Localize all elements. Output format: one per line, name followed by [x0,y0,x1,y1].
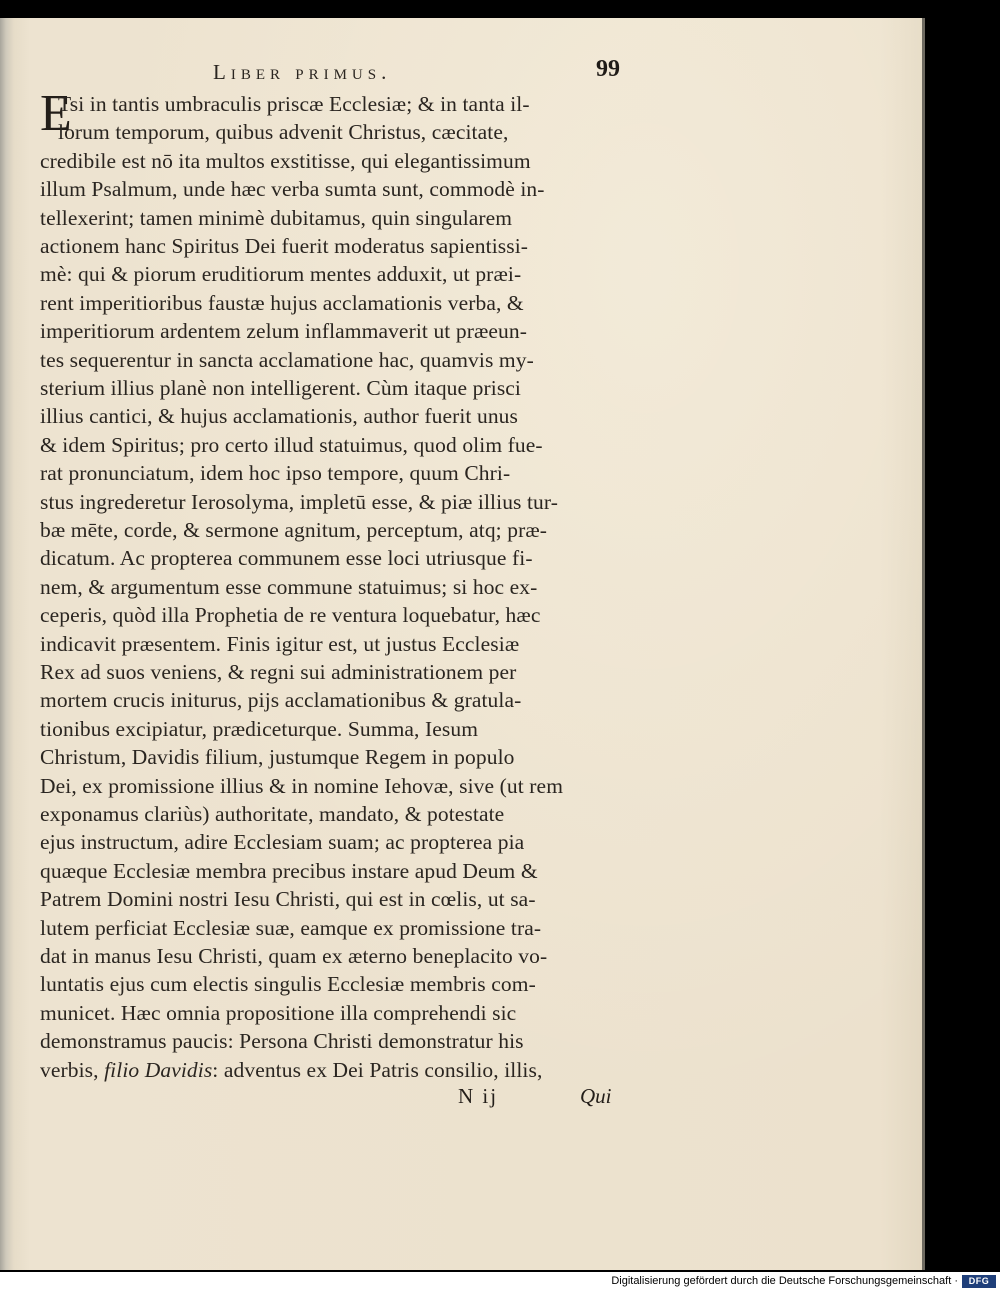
text-line: actionem hanc Spiritus Dei fuerit moderatus sapientissi- [40,234,529,258]
text-line: dat in manus Iesu Christi, quam ex æterno beneplacito vo- [40,944,548,968]
text-line: verbis, filio Davidis: adventus ex Dei Patris consilio, illis, [40,1057,543,1082]
text-line: nem, & argumentum esse commune statuimus; si hoc ex- [40,574,538,599]
text-line: & idem Spiritus; pro certo illud statuimus, quod olim fue- [40,432,543,457]
credit-bar [0,1272,1000,1291]
text-line: Rex ad suos veniens, & regni sui administrationem per [40,660,517,684]
text-line: credibile est nō ita multos exstitisse, qui elegantissimum [40,148,531,173]
text-line: demonstramus paucis: Persona Christi demonstratur his [40,1029,524,1054]
text-line: tellexerint; tamen minimè dubitamus, quin singularem [40,205,513,230]
text-line: Patrem Domini nostri Iesu Christi, qui est in cœlis, ut sa- [40,887,536,912]
text-line: dicatum. Ac propterea communem esse loci utriusque fi- [40,546,533,571]
text-line: Tsi in tantis umbraculis priscæ Ecclesiæ; & in tanta il- [58,92,530,116]
page-header [0,56,922,90]
running-title: Liber primus. [213,60,392,84]
text-line: Christum, Davidis filium, justumque Regem in populo [40,745,515,770]
text-line: indicavit præsentem. Finis igitur est, ut justus Ecclesiæ [40,631,520,656]
credit-text: Digitalisierung gefördert durch die Deutsche Forschungsgemeinschaft · [611,1275,958,1287]
text-line: ejus instructum, adire Ecclesiam suam; ac propterea pia [40,830,525,855]
text-line: mortem crucis initurus, pijs acclamationibus & gratula- [40,688,522,713]
text-line: luntatis ejus cum electis singulis Ecclesiæ membris com- [40,972,536,997]
text-line: rat pronunciatum, idem hoc ipso tempore, quum Chri- [40,461,511,486]
text-line: ceperis, quòd illa Prophetia de re ventura loquebatur, hæc [40,603,541,628]
drop-cap-initial: E [40,85,72,142]
text-line: mè: qui & piorum eruditiorum mentes adduxit, ut præi- [40,262,522,287]
dfg-logo-icon: DFG [962,1275,996,1288]
text-line: illum Psalmum, unde hæc verba sumta sunt, commodè in- [40,177,545,202]
text-line: lutem perficiat Ecclesiæ suæ, eamque ex promissione tra- [40,915,542,940]
text-line: stus ingrederetur Ierosolyma, impletū esse, & piæ illius tur- [40,489,558,514]
text-line: municet. Hæc omnia propositione illa comprehendi sic [40,1000,517,1025]
text-line: imperitiorum ardentem zelum inflammaverit ut præeun- [40,319,528,344]
page-edge [922,18,925,1270]
text-line: quæque Ecclesiæ membra precibus instare apud Deum & [40,858,538,883]
text-line: exponamus clariùs) authoritate, mandato, & potestate [40,802,505,826]
text-line: tionibus excipiatur, prædiceturque. Summa, Iesum [40,716,479,741]
page-footer [0,1084,922,1114]
text-line: bæ mēte, corde, & sermone agnitum, perceptum, atq; præ- [40,518,548,542]
text-line: rent imperitioribus faustæ hujus acclamationis verba, & [40,290,524,315]
text-line: sterium illius planè non intelligerent. Cùm itaque prisci [40,376,521,400]
text-line: lorum temporum, quibus advenit Christus, cæcitate, [58,120,509,145]
signature-mark: N ij [458,1084,499,1108]
catchword: Qui [580,1084,612,1108]
text-line: Dei, ex promissione illius & in nomine Iehovæ, sive (ut rem [40,773,564,798]
text-line: tes sequerentur in sancta acclamatione hac, quamvis my- [40,347,534,372]
text-line: illius cantici, & hujus acclamationis, author fuerit unus [40,404,518,429]
page-number: 99 [596,56,620,82]
